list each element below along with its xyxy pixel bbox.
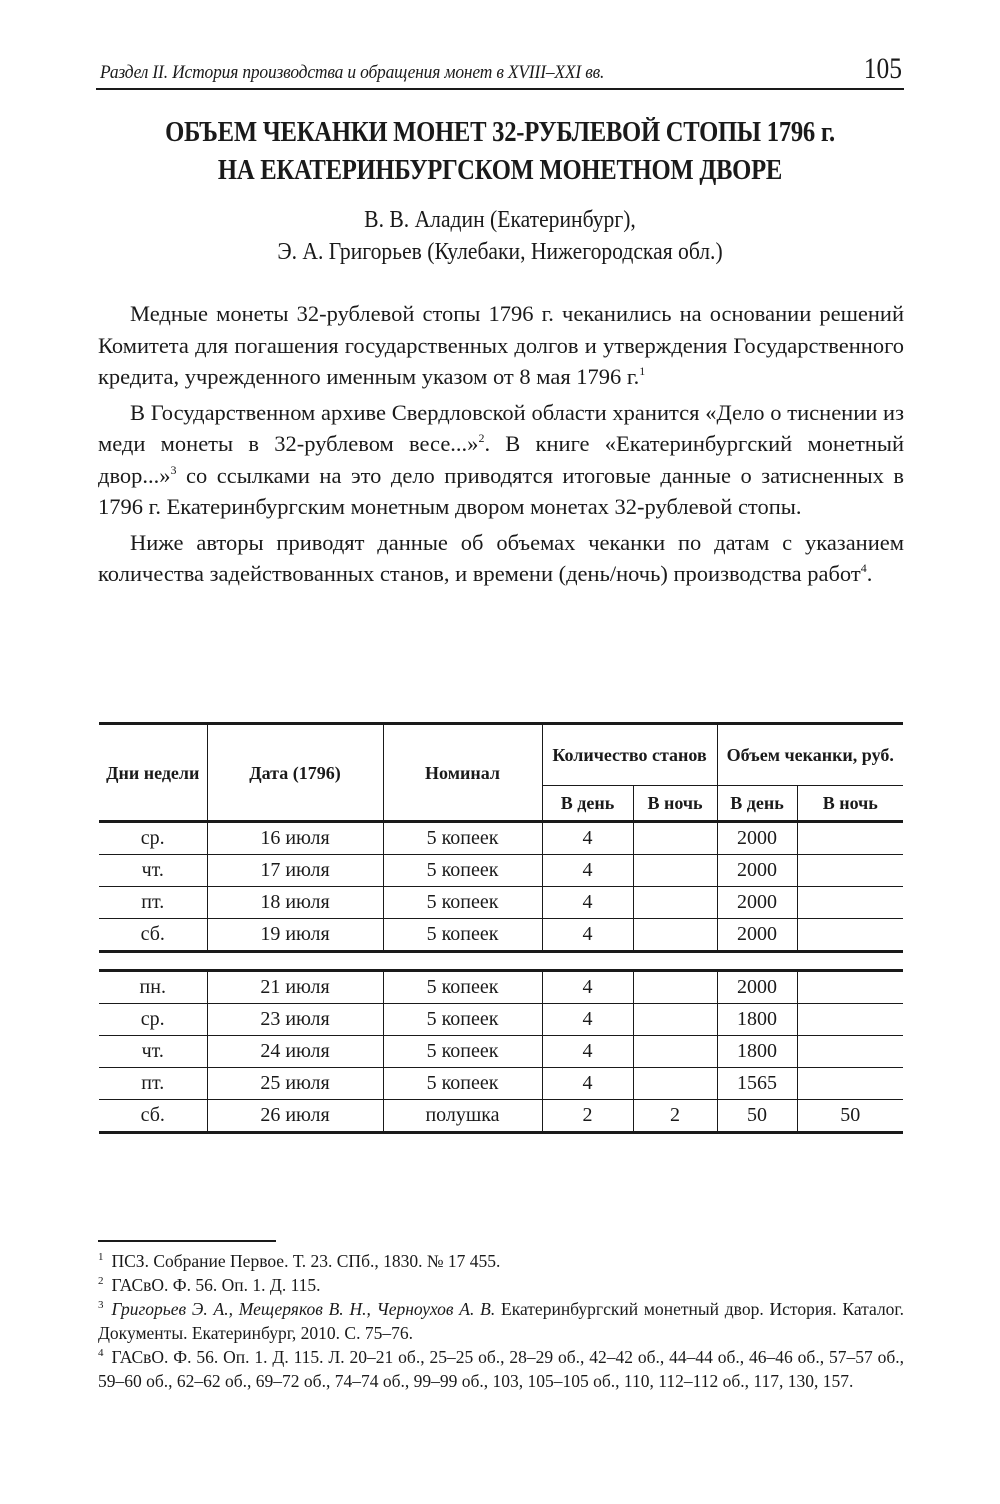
page-header [96,52,904,90]
paragraph-1: Медные монеты 32-рублевой стопы 1796 г. чеканились на основании решений Комитета для погашения государственных долгов и утверждения Государственного кредита, учрежденного именным указом от 8 мая 1796 г.$^1$ [98,301,904,389]
header-presses-night: В ночь [633,786,717,822]
footnote-ref-4[interactable]: 4 [860,561,867,575]
table-row: сб. 19 июля 5 копеек 4 2000 [99,919,903,952]
minting-volume-table [99,722,903,1134]
table-row: чт. 17 июля 5 копеек 4 2000 [99,855,903,887]
page-number: 105 [863,52,902,85]
table-row: пн. 21 июля 5 копеек 4 2000 [99,971,903,1004]
header-presses-day: В день [542,786,633,822]
footnote-ref-1[interactable]: 1 [639,364,646,378]
header-volume-day: В день [717,786,797,822]
footnotes [98,1249,904,1393]
footnote-2: $^2$ ГАСвО. Ф. 56. Оп. 1. Д. 115. [98,1275,321,1295]
title-line-1: ОБЪЕМ ЧЕКАНКИ МОНЕТ 32-РУБЛЕВОЙ СТОПЫ 1796 г. [165,117,835,148]
footnote-ref-3[interactable]: 3 [170,462,177,477]
table-row: ср. 16 июля 5 копеек 4 2000 [99,822,903,855]
title-line-2: НА ЕКАТЕРИНБУРГСКОМ МОНЕТНОМ ДВОРЕ [217,155,783,186]
footnote-ref-2[interactable]: 2 [478,431,485,445]
article-title [96,114,904,190]
running-head: Раздел II. История производства и обращения монет в XVIII–XXI вв. [100,62,605,83]
body-text [98,298,904,590]
paragraph-3: Ниже авторы приводят данные об объемах чеканки по датам с указанием количества задействованных станов, и времени (день/ночь) производства работ$^4$. [98,529,904,586]
header-volume: Объем чеканки, руб. [717,724,903,786]
paragraph-2: В Государственном архиве Свердловской области хранится «Дело о тиснении из меди монеты в 32-рублевом весе...»$^2$. В книге «Екатеринбургский монетный двор...»$^3$ со ссылками на это дело приводятся итоговые данные о затисненных в 1796 г. Екатеринбургским монетным двором монетах 32-рублевой стопы. [98,399,904,519]
table-row: пт. 25 июля 5 копеек 4 1565 [99,1068,903,1100]
author-2: Э. А. Григорьев (Кулебаки, Нижегородская обл.) [277,239,723,265]
table-row: пт. 18 июля 5 копеек 4 2000 [99,887,903,919]
footnote-3: $^3$ Григорьев Э. А., Мещеряков В. Н., Черноухов А. В. Екатеринбургский монетный двор. История. Каталог. Документы. Екатеринбург, 2010. С. 75–76. [98,1299,905,1343]
header-date: Дата (1796) [207,724,383,822]
authors [96,204,904,268]
footnote-4: $^4$ ГАСвО. Ф. 56. Оп. 1. Д. 115. Л. 20–21 об., 25–25 об., 28–29 об., 42–42 об., 44–44 об., 46–46 об., 57–57 об., 59–60 об., 62–62 об., 69–72 об., 74–74 об., 99–99 об., 103, 105–105 об., 110, 112–112 об., 117, 130, 157. [98,1347,904,1391]
header-weekday: Дни недели [99,724,207,822]
header-volume-night: В ночь [797,786,903,822]
header-presses: Количество станов [542,724,717,786]
table-gap-row [99,952,903,971]
table-row: чт. 24 июля 5 копеек 4 1800 [99,1036,903,1068]
footnote-separator [98,1240,276,1242]
footnote-1: $^1$ ПСЗ. Собрание Первое. Т. 23. СПб., 1830. № 17 455. [98,1251,501,1271]
table-row: сб. 26 июля полушка 2 2 50 50 [99,1100,903,1133]
table-row: ср. 23 июля 5 копеек 4 1800 [99,1004,903,1036]
author-1: В. В. Аладин (Екатеринбург), [364,207,636,233]
header-denomination: Номинал [383,724,542,822]
